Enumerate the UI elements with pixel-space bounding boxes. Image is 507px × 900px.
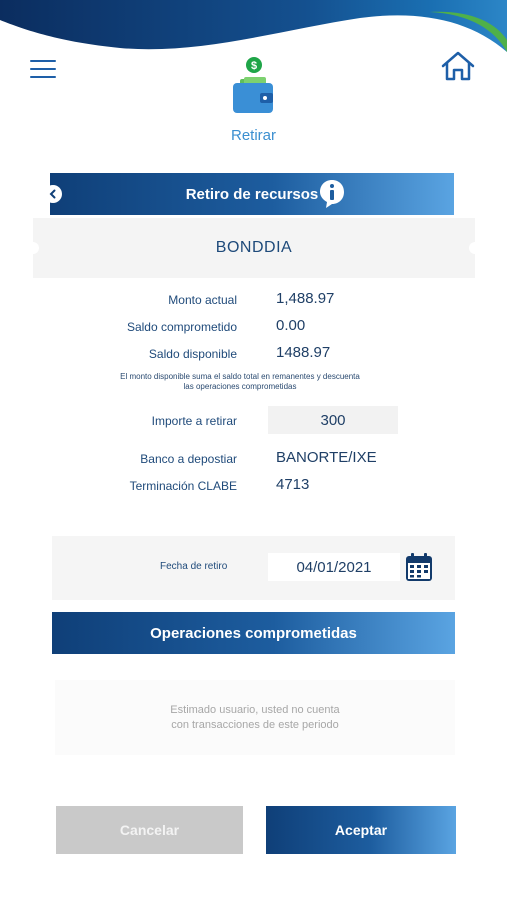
withdrawal-section-title: Retiro de recursos (185, 185, 319, 203)
withdraw-amount-input[interactable]: 300 (268, 406, 398, 434)
operations-section-header (52, 612, 455, 654)
fund-name: BONDDIA (215, 239, 293, 256)
operations-empty-message: Estimado usuario, usted no cuenta con transacciones de este periodo (170, 703, 340, 731)
current-amount-label: Monto actual (168, 293, 237, 307)
calendar-icon[interactable] (404, 552, 434, 582)
hamburger-line (30, 76, 56, 78)
svg-text:$: $ (250, 60, 258, 72)
wallet-money-icon (230, 55, 276, 117)
available-balance-label: Saldo disponible (148, 347, 237, 361)
info-button[interactable] (318, 178, 346, 210)
info-icon (318, 178, 346, 210)
operations-section-title: Operaciones comprometidas (150, 624, 357, 642)
cancel-button[interactable]: Cancelar (56, 806, 243, 854)
withdraw-amount-label: Importe a retirar (151, 414, 237, 428)
withdraw-amount-row (0, 411, 507, 431)
committed-balance-row (0, 317, 507, 337)
withdrawal-section-header (50, 173, 454, 215)
committed-balance-value: 0.00 (276, 317, 306, 334)
home-button[interactable] (440, 50, 476, 82)
current-amount-value: 1,488.97 (276, 290, 335, 307)
operations-empty-panel (55, 680, 455, 755)
withdrawal-date-panel (52, 536, 455, 600)
clabe-row (0, 476, 507, 496)
chevron-left-icon (48, 189, 58, 199)
balance-note-line: El monto disponible suma el saldo total en remanentes y descuenta (120, 372, 360, 381)
bank-label: Banco a depostiar (140, 452, 237, 466)
committed-balance-label: Saldo comprometido (126, 320, 237, 334)
bank-value: BANORTE/IXE (276, 449, 377, 466)
available-balance-row (0, 344, 507, 364)
menu-button[interactable] (30, 60, 56, 82)
clabe-value: 4713 (276, 476, 310, 493)
back-button[interactable] (44, 185, 62, 203)
accept-button[interactable]: Aceptar (266, 806, 456, 854)
available-balance-value: 1488.97 (276, 344, 331, 361)
hamburger-menu-icon (30, 60, 56, 62)
balance-note-line: las operaciones comprometidas (183, 382, 297, 391)
current-amount-row (0, 290, 507, 310)
home-icon (440, 50, 476, 82)
clabe-label: Terminación CLABE (129, 479, 237, 493)
balance-note (80, 372, 400, 392)
withdrawal-date-input[interactable]: 04/01/2021 (268, 553, 400, 581)
bank-row (0, 449, 507, 469)
hamburger-line (30, 68, 56, 70)
page-title: Retirar (230, 127, 276, 144)
withdrawal-date-label: Fecha de retiro (160, 561, 228, 572)
fund-name-card (33, 218, 475, 278)
